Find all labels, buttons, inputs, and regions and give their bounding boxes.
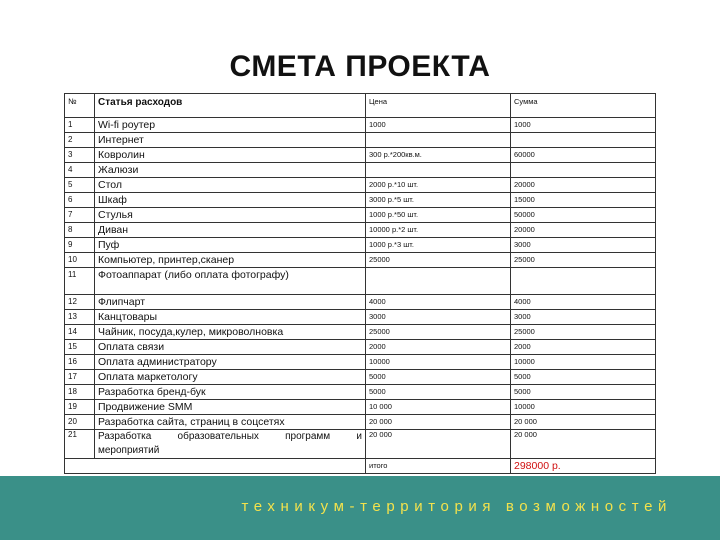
cell-price: 10 000 — [366, 400, 511, 415]
cell-item-word: программ — [285, 431, 331, 442]
cell-item: Оплата маркетологу — [95, 370, 366, 385]
cell-price: 25000 — [366, 253, 511, 268]
cell-num: 19 — [65, 400, 95, 415]
cell-item: Стол — [95, 178, 366, 193]
cell-item: Ковролин — [95, 148, 366, 163]
cell-item: Чайник, посуда,кулер, микроволновка — [95, 325, 366, 340]
cell-sum: 10000 — [511, 400, 656, 415]
cell-sum: 20 000 — [511, 430, 656, 459]
cell-price: 1000 р.*50 шт. — [366, 208, 511, 223]
table-row — [65, 238, 656, 253]
table-row — [65, 340, 656, 355]
cell-item — [95, 430, 366, 459]
cell-price: 5000 — [366, 370, 511, 385]
table-row — [65, 310, 656, 325]
cell-sum: 3000 — [511, 310, 656, 325]
cell-price — [366, 268, 511, 295]
cell-price: 20 000 — [366, 415, 511, 430]
cell-item: Оплата администратору — [95, 355, 366, 370]
cell-num: 14 — [65, 325, 95, 340]
cell-item-line2: мероприятий — [98, 445, 160, 456]
cell-price — [366, 163, 511, 178]
cell-sum: 3000 — [511, 238, 656, 253]
cell-sum: 2000 — [511, 340, 656, 355]
cell-num: 16 — [65, 355, 95, 370]
cell-item: Wi-fi роутер — [95, 118, 366, 133]
cell-num: 13 — [65, 310, 95, 325]
cell-price: 1000 р.*3 шт. — [366, 238, 511, 253]
header-num: № — [65, 94, 95, 118]
cell-num: 9 — [65, 238, 95, 253]
cell-item: Жалюзи — [95, 163, 366, 178]
cell-item-word: образовательных — [177, 431, 259, 442]
cell-item: Оплата связи — [95, 340, 366, 355]
table-row — [65, 400, 656, 415]
cell-sum — [511, 133, 656, 148]
cell-num: 10 — [65, 253, 95, 268]
total-blank-cell — [65, 459, 366, 474]
cell-price: 2000 р.*10 шт. — [366, 178, 511, 193]
table-row — [65, 430, 656, 459]
cell-sum: 4000 — [511, 295, 656, 310]
cell-num: 1 — [65, 118, 95, 133]
cell-price: 3000 р.*5 шт. — [366, 193, 511, 208]
cell-item: Продвижение SMM — [95, 400, 366, 415]
cell-price: 25000 — [366, 325, 511, 340]
header-price: Цена — [366, 94, 511, 118]
cell-num: 17 — [65, 370, 95, 385]
cell-price: 2000 — [366, 340, 511, 355]
cell-price: 10000 р.*2 шт. — [366, 223, 511, 238]
table-row — [65, 385, 656, 400]
table-row — [65, 325, 656, 340]
cell-item-word: и — [356, 431, 362, 442]
cell-sum — [511, 268, 656, 295]
table-header-row — [65, 94, 656, 118]
cell-sum: 20000 — [511, 223, 656, 238]
cell-price: 300 р.*200кв.м. — [366, 148, 511, 163]
cell-item: Стулья — [95, 208, 366, 223]
cell-sum — [511, 163, 656, 178]
cell-item: Флипчарт — [95, 295, 366, 310]
header-sum: Сумма — [511, 94, 656, 118]
cell-sum: 1000 — [511, 118, 656, 133]
cell-item: Разработка сайта, страниц в соцсетях — [95, 415, 366, 430]
cell-num: 8 — [65, 223, 95, 238]
cell-sum: 5000 — [511, 385, 656, 400]
table-row — [65, 118, 656, 133]
cell-price: 20 000 — [366, 430, 511, 459]
cell-num: 5 — [65, 178, 95, 193]
table-total-row — [65, 459, 656, 474]
cell-item: Диван — [95, 223, 366, 238]
cell-num: 3 — [65, 148, 95, 163]
table-row — [65, 253, 656, 268]
table-row — [65, 370, 656, 385]
cell-num: 18 — [65, 385, 95, 400]
cell-item: Фотоаппарат (либо оплата фотографу) — [95, 268, 366, 295]
cell-num: 11 — [65, 268, 95, 295]
cell-price: 3000 — [366, 310, 511, 325]
cell-price: 10000 — [366, 355, 511, 370]
cell-num: 2 — [65, 133, 95, 148]
cell-num: 21 — [65, 430, 95, 459]
estimate-table — [64, 93, 656, 474]
cell-sum: 15000 — [511, 193, 656, 208]
cell-price — [366, 133, 511, 148]
cell-sum: 25000 — [511, 325, 656, 340]
cell-price: 4000 — [366, 295, 511, 310]
cell-item: Компьютер, принтер,сканер — [95, 253, 366, 268]
cell-price: 5000 — [366, 385, 511, 400]
table-row — [65, 163, 656, 178]
table-row — [65, 178, 656, 193]
cell-item-word: Разработка — [98, 431, 152, 442]
total-value: 298000 р. — [511, 459, 656, 474]
cell-item: Пуф — [95, 238, 366, 253]
table-row — [65, 355, 656, 370]
table-row — [65, 208, 656, 223]
cell-sum: 50000 — [511, 208, 656, 223]
cell-sum: 20000 — [511, 178, 656, 193]
cell-sum: 10000 — [511, 355, 656, 370]
cell-item-line1 — [98, 430, 362, 444]
table-row — [65, 193, 656, 208]
footer-slogan: техникум-территория возможностей — [241, 498, 672, 515]
cell-item: Разработка бренд-бук — [95, 385, 366, 400]
header-item: Статья расходов — [95, 94, 366, 118]
table-row — [65, 223, 656, 238]
total-label: итого — [366, 459, 511, 474]
cell-item: Интернет — [95, 133, 366, 148]
cell-num: 15 — [65, 340, 95, 355]
cell-sum: 60000 — [511, 148, 656, 163]
table-row — [65, 415, 656, 430]
cell-num: 20 — [65, 415, 95, 430]
page-title: СМЕТА ПРОЕКТА — [229, 50, 491, 83]
cell-num: 4 — [65, 163, 95, 178]
table-row — [65, 133, 656, 148]
cell-sum: 25000 — [511, 253, 656, 268]
table-row — [65, 148, 656, 163]
cell-num: 7 — [65, 208, 95, 223]
cell-sum: 5000 — [511, 370, 656, 385]
table-row — [65, 295, 656, 310]
cell-sum: 20 000 — [511, 415, 656, 430]
cell-item: Шкаф — [95, 193, 366, 208]
table-row — [65, 268, 656, 295]
cell-price: 1000 — [366, 118, 511, 133]
cell-num: 12 — [65, 295, 95, 310]
cell-num: 6 — [65, 193, 95, 208]
cell-item: Канцтовары — [95, 310, 366, 325]
